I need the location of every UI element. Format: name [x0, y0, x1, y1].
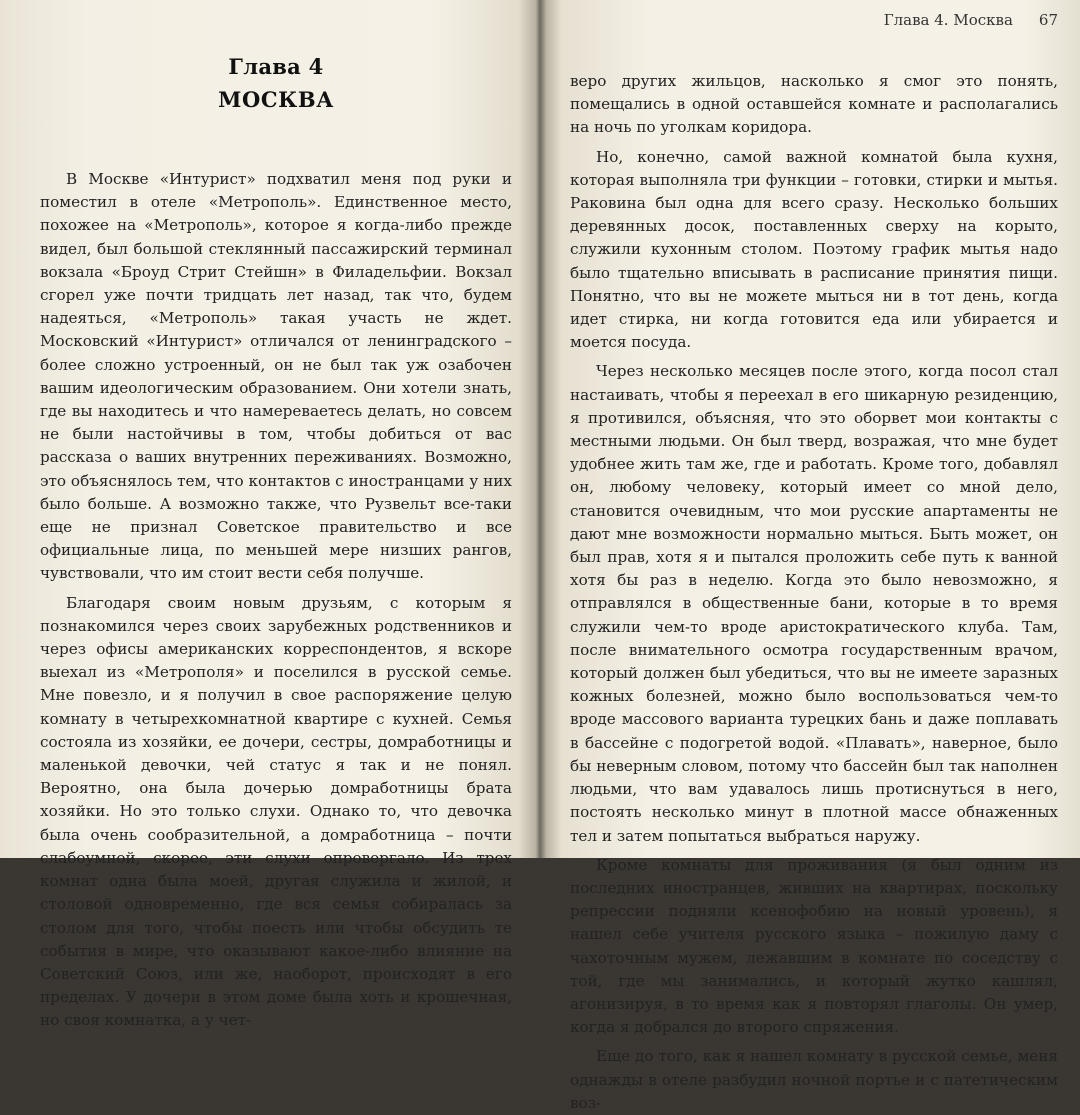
page-number: 67: [1038, 11, 1058, 29]
right-page: [542, 0, 1080, 1112]
paragraph: В Москве «Интурист» подхватил меня под руки и поместил в отеле «Метрополь». Единственное место, похожее на «Метрополь», которое я когда-либо прежде видел, был большой стеклянный пассажирский терминал вокзала «Броуд Стрит Стейшн» в Филадельфии. Вокзал сгорел уже почти тридцать лет назад, так что, будем надеяться, «Метрополь» такая участь не ждет. Московский «Интурист» отличался от ленинградского – более сложно устроенный, он не был так уж озабочен вашим идеологическим образованием. Они хотели знать, где вы находитесь и что намереваетесь делать, но совсем не были настойчивы в том, чтобы добиться от вас рассказа о ваших внутренних переживаниях. Возможно, это объяснялось тем, что контактов с иностранцами у них было больше. А возможно также, что Рузвельт все-таки еще не признал Советское правительство и все официальные лица, по меньшей мере низших рангов, чувствовали, что им стоит вести себя получше.: [40, 170, 512, 583]
right-page-text: [570, 70, 1058, 1115]
left-page: [0, 0, 538, 1030]
running-head: [884, 11, 1058, 29]
paragraph: Кроме комнаты для проживания (я был одним из последних иностранцев, живших на квартирах, поскольку репрессии подняли ксенофобию на новый уровень), я нашел себе учителя русского языка – пожилую даму с чахоточным мужем, лежавшим в комнате по соседству с той, где мы занимались, и который жутко кашлял, агонизируя, в то время как я повторял глаголы. Он умер, когда я добрался до второго спряжения.: [570, 855, 1058, 1037]
paragraph: Благодаря своим новым друзьям, с которым я познакомился через своих зарубежных родственников и через офисы американских корреспондентов, я вскоре выехал из «Метрополя» и поселился в русской семье. Мне повезло, и я получил в свое распоряжение целую комнату в четырехкомнатной квартире с кухней. Семья состояла из хозяйки, ее дочери, сестры, домработницы и маленькой девочки, чей статус я так и не понял. Вероятно, она была дочерью домработницы брата хозяйки. Но это только слухи. Однако то, что девочка была очень сообразительной, а домработница – почти слабоумной, скорее, эти слухи опровергало. Из трех комнат одна была моей, другая служила и жилой, и столовой одновременно, где вся семья собиралась за столом для того, чтобы поесть или чтобы обсудить те события в мире, что оказывают какое-либо влияние на Советский Союз, или же, наоборот, происходят в его пределах. У дочери в этом доме была хоть и крошечная, но своя комнатка, а у чет-: [40, 593, 512, 1030]
paragraph: Еще до того, как я нашел комнату в русской семье, меня однажды в отеле разбудил ночной портье и с патетическим воз-: [570, 1047, 1058, 1112]
chapter-label: Глава 4: [228, 54, 324, 79]
paragraph: Но, конечно, самой важной комнатой была кухня, которая выполняла три функции – готовки, стирки и мытья. Раковина был одна для всего сразу. Несколько больших деревянных досок, поставленных сверху на корыто, служили кухонным столом. Поэтому график мытья надо было тщательно вписывать в расписание принятия пищи. Понятно, что вы не можете мыться ни в тот день, когда идет стирка, ни когда готовится еда или убирается и моется посуда.: [570, 147, 1058, 352]
chapter-heading: [40, 54, 512, 112]
paragraph: веро других жильцов, насколько я смог это понять, помещались в одной оставшейся комнате и располагались на ночь по уголкам коридора.: [570, 72, 1058, 137]
left-page-text: [40, 168, 512, 1033]
chapter-title: МОСКВА: [218, 87, 334, 112]
running-head-title: Глава 4. Москва: [883, 11, 1013, 29]
paragraph: Через несколько месяцев после этого, когда посол стал настаивать, чтобы я переехал в его шикарную резиденцию, я противился, объясняя, что это оборвет мои контакты с местными людьми. Он был тверд, возражая, что мне будет удобнее жить там же, где и работать. Кроме того, добавлял он, любому человеку, который имеет со мной дело, становится очевидным, что мои русские апартаменты не дают мне возможности нормально мыться. Быть может, он был прав, хотя я и пытался проложить себе путь к ванной хотя бы раз в неделю. Когда это было невозможно, я отправлялся в общественные бани, которые в то время служили чем-то вроде аристократического клуба. Там, после внимательного осмотра государственным врачом, который должен был убедиться, что вы не имеете заразных кожных болезней, можно было воспользоваться чем-то вроде массового варианта турецких бань и даже поплавать в бассейне с подогретой водой. «Плавать», наверное, было бы неверным словом, потому что бассейн был так наполнен людьми, что вам удавалось лишь протиснуться в него, постоять несколько минут в плотной массе обнаженных тел и затем попытаться выбраться наружу.: [570, 362, 1058, 845]
bleed-through-header: [40, 14, 512, 28]
